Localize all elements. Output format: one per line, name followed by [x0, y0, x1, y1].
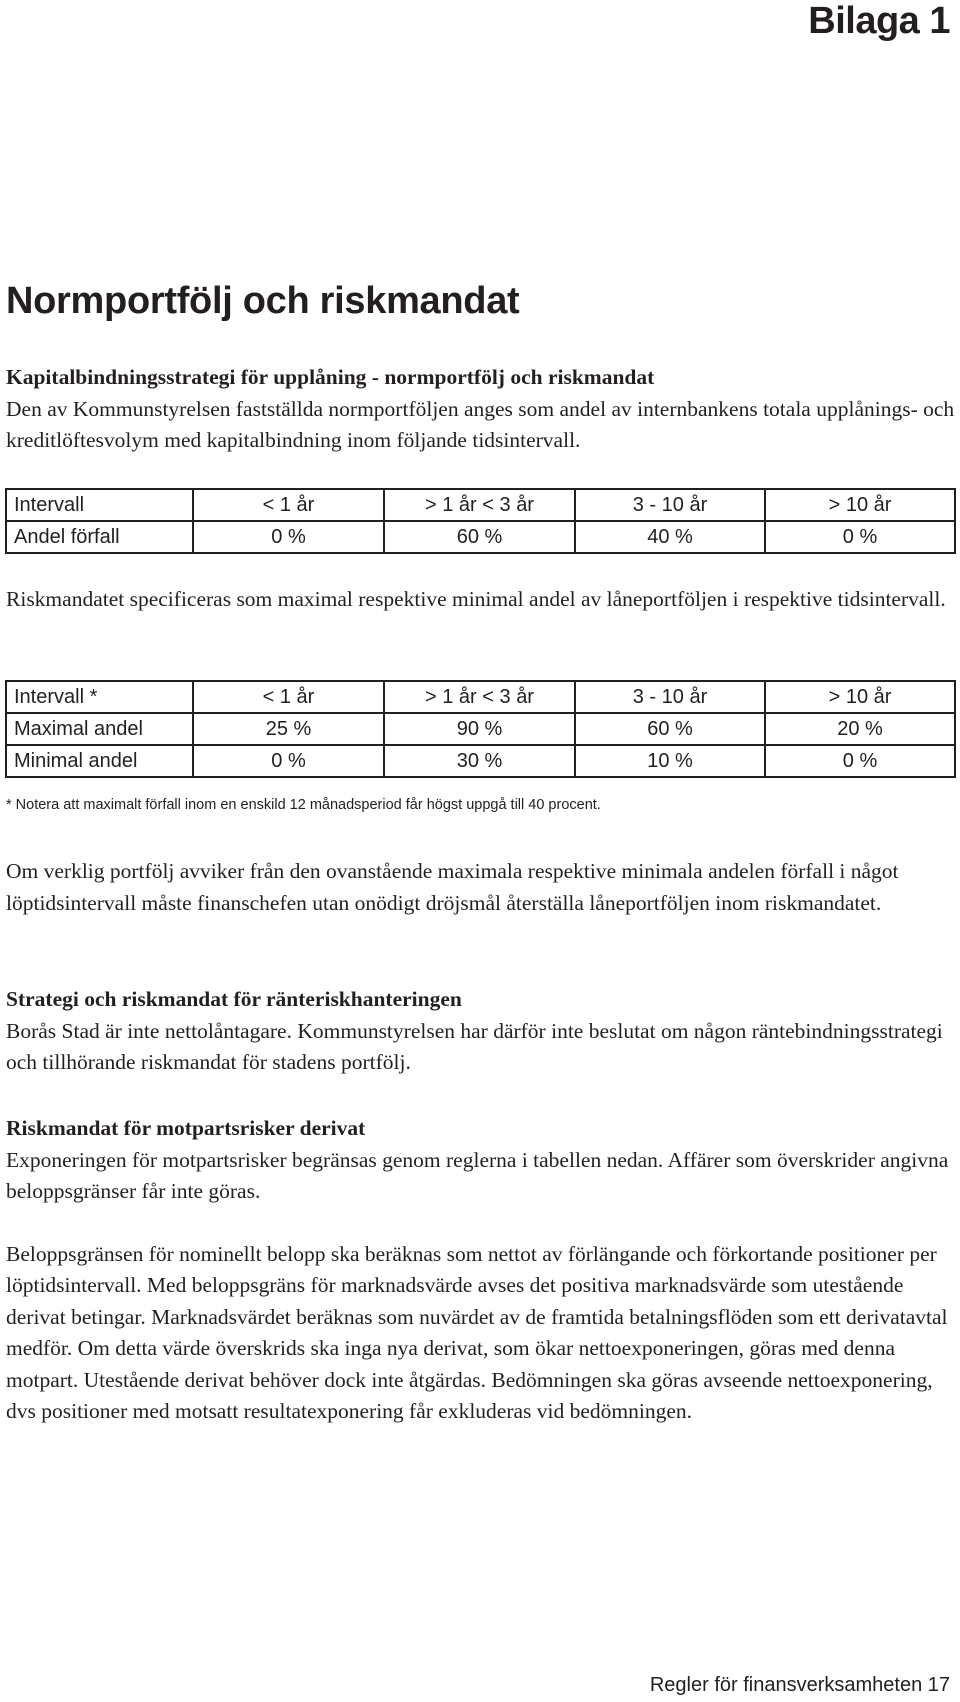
page-title: Normportfölj och riskmandat — [6, 280, 520, 322]
section-body: Den av Kommunstyrelsen fastställda normportföljen anges som andel av internbankens totala upplånings- och kreditlöftesvolym med kapitalbindning inom följande tidsintervall. — [6, 396, 955, 452]
table-cell: 30 % — [384, 745, 575, 777]
section-kapitalbindning — [6, 362, 956, 457]
table-cell: 40 % — [575, 521, 765, 553]
table-cell: 0 % — [193, 521, 384, 553]
section-ranterisk — [6, 984, 956, 1079]
table-cell: 0 % — [765, 745, 955, 777]
page-footer: Regler för finansverksamheten 17 — [649, 1674, 950, 1696]
table-cell: 0 % — [765, 521, 955, 553]
section-body: Om verklig portfölj avviker från den ovanstående maximala respektive minimala andelen förfall i något löptidsintervall måste finanschefen utan onödigt dröjsmål återställa låneportföljen inom riskmandatet. — [6, 859, 899, 915]
table-header-row — [6, 489, 955, 521]
section-body: Riskmandatet specificeras som maximal respektive minimal andel av låneportföljen i respektive tidsintervall. — [6, 587, 946, 611]
table-cell: < 1 år — [193, 489, 384, 521]
table-cell: 25 % — [193, 713, 384, 745]
section-heading: Riskmandat för motpartsrisker derivat — [6, 1116, 366, 1140]
table-cell: 3 - 10 år — [575, 681, 765, 713]
table-cell: < 1 år — [193, 681, 384, 713]
table-header-row — [6, 681, 955, 713]
table-cell: Andel förfall — [6, 521, 193, 553]
section-body: Exponeringen för motpartsrisker begränsas genom reglerna i tabellen nedan. Affärer som överskrider angivna beloppsgränser får inte göras. — [6, 1147, 949, 1203]
table-cell: 90 % — [384, 713, 575, 745]
riskmandat-table — [5, 680, 956, 778]
section-motpartsrisk — [6, 1113, 956, 1428]
table-cell: 3 - 10 år — [575, 489, 765, 521]
table-row — [6, 521, 955, 553]
appendix-label: Bilaga 1 — [808, 0, 950, 42]
section-heading: Strategi och riskmandat för ränteriskhanteringen — [6, 987, 462, 1011]
table-cell: 0 % — [193, 745, 384, 777]
table-row — [6, 713, 955, 745]
section-avvikelse — [6, 856, 956, 919]
table-cell: Intervall — [6, 489, 193, 521]
table-cell: 60 % — [575, 713, 765, 745]
normportfolj-table — [5, 488, 956, 554]
table-cell: 60 % — [384, 521, 575, 553]
table-cell: > 10 år — [765, 681, 955, 713]
table-cell: 20 % — [765, 713, 955, 745]
table-cell: Maximal andel — [6, 713, 193, 745]
section-body: Beloppsgränsen för nominellt belopp ska beräknas som nettot av förlängande och förkortande positioner per löptidsintervall. Med beloppsgräns för marknadsvärde avses det positiva marknadsvärde som utestående derivat betingar. Marknadsvärdet beräknas som nuvärdet av de framtida betalningsflöden som ett derivatavtal medför. Om detta värde överskrids ska inga nya derivat, som ökar nettoexponeringen, göras med denna motpart. Utestående derivat behöver dock inte åtgärdas. Bedömningen ska göras avseende nettoexponering, dvs positioner med motsatt resultatexponering får exkluderas vid bedömningen. — [6, 1241, 948, 1423]
table-cell: Minimal andel — [6, 745, 193, 777]
table-row — [6, 745, 955, 777]
section-riskmandat-intro — [6, 584, 956, 616]
section-heading: Kapitalbindningsstrategi för upplåning - normportfölj och riskmandat — [6, 365, 655, 389]
table-cell: > 10 år — [765, 489, 955, 521]
table-cell: > 1 år < 3 år — [384, 681, 575, 713]
table-footnote: * Notera att maximalt förfall inom en enskild 12 månadsperiod får högst uppgå till 40 procent. — [6, 797, 601, 813]
table-cell: Intervall * — [6, 681, 193, 713]
section-body: Borås Stad är inte nettolåntagare. Kommunstyrelsen har därför inte beslutat om någon räntebindningsstrategi och tillhörande riskmandat för stadens portfölj. — [6, 1018, 943, 1074]
table-cell: > 1 år < 3 år — [384, 489, 575, 521]
table-cell: 10 % — [575, 745, 765, 777]
